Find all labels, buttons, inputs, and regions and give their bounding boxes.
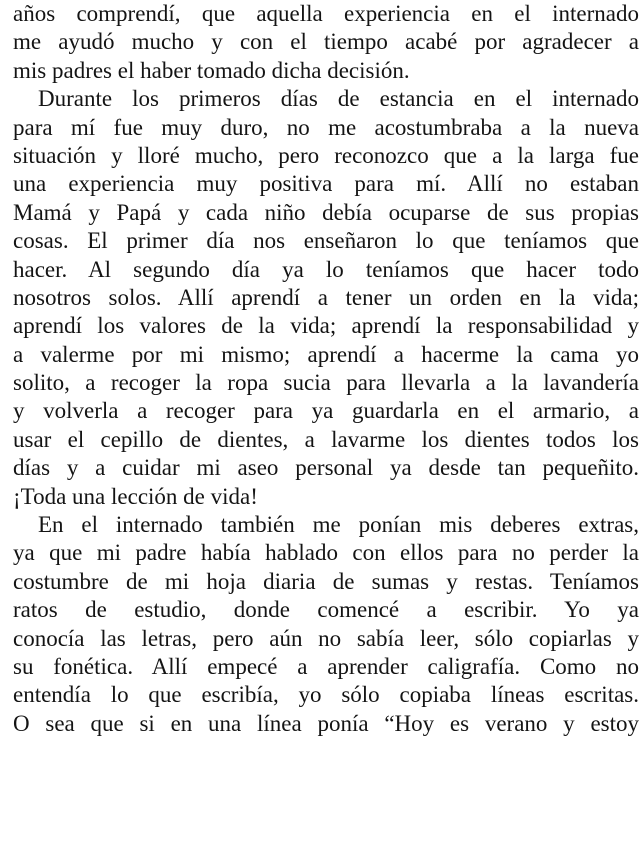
text-line: Mamá y Papá y cada niño debía ocuparse de sus propias [13, 199, 639, 225]
text-line: ratos de estudio, donde comencé a escribir. Yo ya [13, 597, 639, 623]
text-line: hacer. Al segundo día ya lo teníamos que hacer todo [13, 256, 639, 282]
text-line: para mí fue muy duro, no me acostumbraba a la nueva [13, 114, 639, 140]
text-line: costumbre de mi hoja diaria de sumas y restas. Teníamos [13, 568, 639, 594]
text-line: a valerme por mi mismo; aprendí a hacerme la cama yo [13, 341, 639, 367]
text-line: ¡Toda una lección de vida! [13, 483, 258, 509]
paragraph-2 [13, 85, 639, 511]
text-line: ya que mi padre había hablado con ellos para no perder la [13, 540, 639, 566]
text-line: conocía las letras, pero aún no sabía leer, sólo copiarlas y [13, 625, 639, 651]
text-line: situación y lloré mucho, pero reconozco que a la larga fue [13, 142, 639, 168]
book-page [13, 0, 639, 738]
paragraph-1 [13, 0, 639, 85]
text-line: y volverla a recoger para ya guardarla en el armario, a [13, 398, 639, 424]
text-line: días y a cuidar mi aseo personal ya desde tan pequeñito. [13, 455, 639, 481]
text-line: su fonética. Allí empecé a aprender caligrafía. Como no [13, 653, 639, 679]
text-line: aprendí los valores de la vida; aprendí la responsabilidad y [13, 313, 639, 339]
text-line: me ayudó mucho y con el tiempo acabé por agradecer a [13, 29, 639, 55]
paragraph-3 [13, 511, 639, 738]
text-line: usar el cepillo de dientes, a lavarme los dientes todos los [13, 426, 639, 452]
text-line: entendía lo que escribía, yo sólo copiaba líneas escritas. [13, 682, 639, 708]
text-line: solito, a recoger la ropa sucia para llevarla a la lavandería [13, 370, 639, 396]
text-line: O sea que si en una línea ponía “Hoy es verano y estoy [13, 710, 639, 736]
text-line: En el internado también me ponían mis deberes extras, [38, 512, 639, 538]
text-line: cosas. El primer día nos enseñaron lo que teníamos que [13, 228, 639, 254]
text-line: años comprendí, que aquella experiencia en el internado [13, 1, 639, 26]
text-line: una experiencia muy positiva para mí. Allí no estaban [13, 171, 639, 197]
text-line: mis padres el haber tomado dicha decisión. [13, 57, 410, 83]
text-line: nosotros solos. Allí aprendí a tener un orden en la vida; [13, 284, 639, 310]
text-line: Durante los primeros días de estancia en el internado [38, 86, 639, 112]
